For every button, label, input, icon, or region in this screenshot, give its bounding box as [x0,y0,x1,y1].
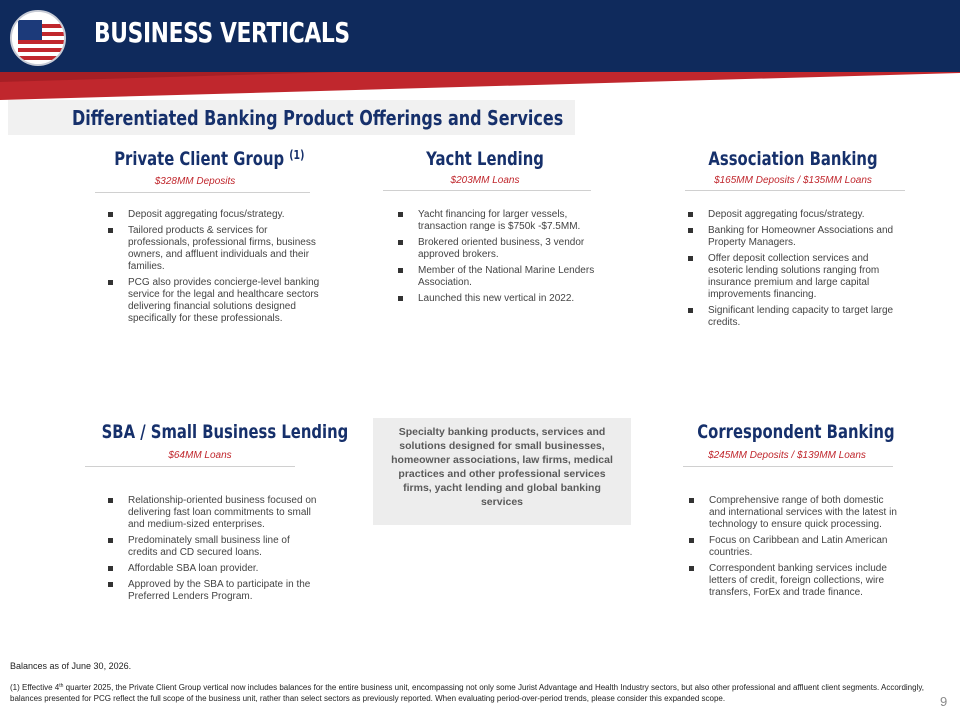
list-item: Offer deposit collection services and esoteric lending solutions ranging from insurance premium and large capital improvements financing. [688,253,898,301]
list-item: Deposit aggregating focus/strategy. [688,209,898,221]
vertical-title-yacht-lending: Yacht Lending [426,148,544,170]
footnote-superscript: th [59,683,64,689]
list-item: Approved by the SBA to participate in the Preferred Lenders Program. [108,579,318,603]
page-title: BUSINESS VERTICALS [94,16,350,49]
bullet-list-correspondent-banking [689,495,899,603]
header-bar [0,0,960,72]
list-item: Deposit aggregating focus/strategy. [108,209,320,221]
list-item: Tailored products & services for professionals, professional firms, business owners, and affluent individuals and their families. [108,225,320,273]
vertical-balance: $165MM Deposits / $135MM Loans [714,175,872,186]
vertical-title-sba-small-business-lending: SBA / Small Business Lending [101,421,349,443]
divider [85,466,295,467]
list-item: Brokered oriented business, 3 vendor approved brokers. [398,237,610,261]
vertical-title-association-banking: Association Banking [708,148,878,170]
bullet-list-yacht-lending [398,209,610,309]
divider [95,192,310,193]
footnote-text-rest: quarter 2025, the Private Client Group vertical now includes balances for the entire business unit, encompassing not only some Jurist Advantage and Health Industry sectors, but also other professional and affluent client segments. Accordingly, balances presented for PCG reflect the full scope of the business unit, rather than select sectors as previously reported. When evaluating period-over-period trends, please consider this expanded scope. [10,683,924,703]
specialty-summary-text: Specialty banking products, services and solutions designed for small businesses, homeowner associations, law firms, medical practices and other professional services firms, yacht lending and global banking services [391,426,613,508]
divider [383,190,591,191]
footnote [10,681,924,704]
header-accent-stripe [0,72,960,100]
list-item: Relationship-oriented business focused on delivering fast loan commitments to small and medium-sized enterprises. [108,495,318,531]
footnote-marker: (1) [289,148,305,162]
vertical-balance: $203MM Loans [450,175,520,186]
list-item: Yacht financing for larger vessels, transaction range is $750k -$7.5MM. [398,209,610,233]
divider [685,190,905,191]
list-item: Member of the National Marine Lenders Association. [398,265,610,289]
vertical-title-text: Private Client Group [114,148,285,170]
divider [683,466,893,467]
list-item: Focus on Caribbean and Latin American countries. [689,535,899,559]
list-item: Banking for Homeowner Associations and Property Managers. [688,225,898,249]
vertical-balance: $328MM Deposits [154,176,236,187]
list-item: Significant lending capacity to target large credits. [688,305,898,329]
bullet-list-sba-small-business-lending [108,495,318,607]
bullet-list-private-client-group [108,209,320,329]
vertical-balance: $64MM Loans [168,450,232,461]
footnote-text-start: (1) Effective 4 [10,683,60,692]
list-item: Correspondent banking services include letters of credit, foreign collections, wire transfers, ForEx and trade finance. [689,563,899,599]
subheading: Differentiated Banking Product Offerings and Services [72,106,564,130]
list-item: Affordable SBA loan provider. [108,563,318,575]
balances-as-of-note: Balances as of June 30, 2026. [10,661,132,671]
list-item: Comprehensive range of both domestic and international services with the latest in technology to ensure quick processing. [689,495,899,531]
vertical-balance: $245MM Deposits / $139MM Loans [708,450,866,461]
list-item: Predominately small business line of credits and CD secured loans. [108,535,318,559]
vertical-title-private-client-group [114,148,305,170]
bullet-list-association-banking [688,209,898,333]
page-number: 9 [940,694,948,709]
list-item: Launched this new vertical in 2022. [398,293,610,305]
vertical-title-correspondent-banking: Correspondent Banking [697,421,895,443]
us-flag-icon [10,10,66,66]
list-item: PCG also provides concierge-level banking service for the legal and healthcare sectors delivering financial solutions designed specifically for these professionals. [108,277,320,325]
